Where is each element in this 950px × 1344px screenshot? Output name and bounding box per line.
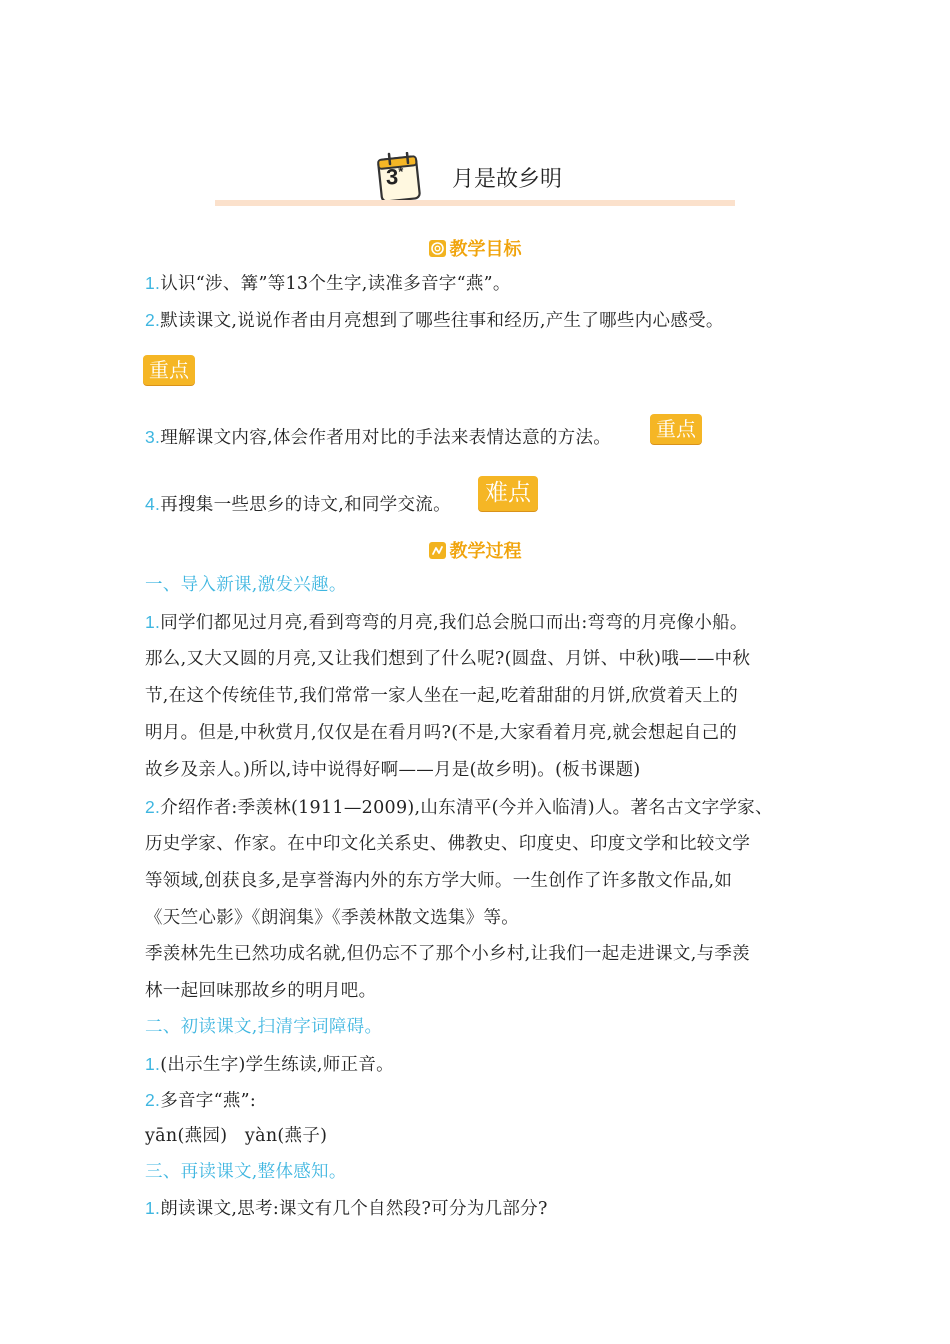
paragraph-line bbox=[145, 610, 748, 635]
item-number: 2. bbox=[145, 1090, 161, 1110]
section-2-title: 二、初读课文,扫清字词障碍。 bbox=[145, 1017, 383, 1037]
text: 朗读课文,思考:课文有几个自然段?可分为几部分? bbox=[160, 1199, 548, 1219]
pinyin-line: yān(燕园) yàn(燕子) bbox=[145, 1126, 328, 1146]
goal-number: 3. bbox=[145, 427, 161, 447]
text: 同学们都见过月亮,看到弯弯的月亮,我们总会脱口而出:弯弯的月亮像小船。 bbox=[160, 613, 748, 633]
item-number: 1. bbox=[145, 612, 161, 632]
item-number: 1. bbox=[145, 1198, 161, 1218]
process-heading bbox=[0, 537, 950, 563]
target-icon bbox=[429, 240, 446, 257]
paragraph-line: 林一起回味那故乡的明月吧。 bbox=[145, 981, 377, 1001]
paragraph-line: 故乡及亲人。)所以,诗中说得好啊——月是(故乡明)。(板书课题) bbox=[145, 760, 641, 780]
lesson-number bbox=[386, 164, 416, 190]
goal-item-1 bbox=[145, 271, 511, 296]
page-title: 月是故乡明 bbox=[452, 167, 563, 192]
paragraph-line: 等领域,创获良多,是享誉海内外的东方学大师。一生创作了许多散文作品,如 bbox=[145, 871, 733, 891]
section-1-title: 一、导入新课,激发兴趣。 bbox=[145, 575, 347, 595]
paragraph-line bbox=[145, 1052, 394, 1077]
goal-item-4 bbox=[145, 492, 451, 517]
goals-heading bbox=[0, 235, 950, 261]
text: (出示生字)学生练读,师正音。 bbox=[160, 1055, 394, 1075]
goal-number: 4. bbox=[145, 494, 161, 514]
goal-number: 1. bbox=[145, 273, 161, 293]
item-number: 2. bbox=[145, 797, 161, 817]
paragraph-line: 季羡林先生已然功成名就,但仍忘不了那个小乡村,让我们一起走进课文,与季羡 bbox=[145, 944, 750, 964]
paragraph-line bbox=[145, 1088, 256, 1113]
paragraph-line bbox=[145, 1196, 548, 1221]
section-3-title: 三、再读课文,整体感知。 bbox=[145, 1162, 347, 1182]
goal-number: 2. bbox=[145, 310, 161, 330]
paragraph-line: 历史学家、作家。在中印文化关系史、佛教史、印度史、印度文学和比较文学 bbox=[145, 834, 751, 854]
goal-item-2 bbox=[145, 308, 724, 333]
paragraph-line bbox=[145, 795, 773, 820]
paragraph-line: 《天竺心影》《朗润集》《季羡林散文选集》等。 bbox=[145, 908, 520, 928]
goals-heading-text: 教学目标 bbox=[449, 239, 522, 260]
text: 介绍作者:季羡林(1911—2009),山东清平(今并入临清)人。著名古文字学家、 bbox=[160, 798, 773, 818]
goal-text: 默读课文,说说作者由月亮想到了哪些往事和经历,产生了哪些内心感受。 bbox=[160, 311, 724, 331]
key-point-badge: 重点 bbox=[143, 355, 195, 385]
paragraph-line: 那么,又大又圆的月亮,又让我们想到了什么呢?(圆盘、月饼、中秋)哦——中秋 bbox=[145, 649, 751, 669]
process-icon bbox=[429, 542, 446, 559]
key-point-badge: 重点 bbox=[650, 414, 702, 444]
text: 多音字“燕”: bbox=[160, 1091, 257, 1111]
paragraph-line: 节,在这个传统佳节,我们常常一家人坐在一起,吃着甜甜的月饼,欣赏着天上的 bbox=[145, 686, 739, 706]
lesson-star: * bbox=[398, 164, 404, 179]
difficulty-badge: 难点 bbox=[478, 476, 538, 511]
lesson-number-value: 3 bbox=[386, 164, 399, 190]
process-heading-text: 教学过程 bbox=[449, 541, 522, 562]
goal-text: 认识“涉、篝”等13个生字,读准多音字“燕”。 bbox=[160, 274, 511, 294]
title-underline bbox=[215, 200, 735, 206]
goal-item-3 bbox=[145, 425, 611, 450]
goal-text: 理解课文内容,体会作者用对比的手法来表情达意的方法。 bbox=[160, 428, 612, 448]
goal-text: 再搜集一些思乡的诗文,和同学交流。 bbox=[160, 495, 451, 515]
paragraph-line: 明月。但是,中秋赏月,仅仅是在看月吗?(不是,大家看着月亮,就会想起自己的 bbox=[145, 723, 738, 743]
item-number: 1. bbox=[145, 1054, 161, 1074]
